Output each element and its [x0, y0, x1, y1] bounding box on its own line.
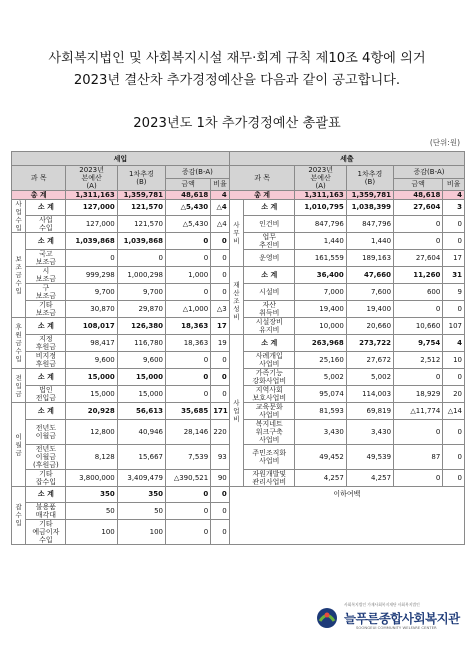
- organization-logo: [316, 602, 466, 632]
- rev-ratio: △4: [211, 215, 230, 232]
- rev-budget-a: 12,800: [66, 420, 117, 445]
- exp-group-label: 재 산 조 성 비: [229, 267, 243, 335]
- rev-row-name: 국고 보조금: [26, 250, 66, 267]
- exp-budget-a: 847,796: [295, 215, 346, 232]
- rev-row-name: 비지정 후원금: [26, 352, 66, 369]
- exp-row-name: 교육문화 사업비: [244, 403, 295, 420]
- rev-supp-b: 15,667: [117, 445, 165, 470]
- ratio-header: 비율: [443, 178, 465, 191]
- ratio-header: 비율: [211, 178, 230, 191]
- rev-diff: 1,000: [166, 267, 211, 284]
- exp-supp-b: 7,600: [346, 284, 393, 301]
- rev-ratio: 0: [211, 386, 230, 403]
- exp-budget-a: 95,074: [295, 386, 346, 403]
- exp-row-name: 시설비: [244, 284, 295, 301]
- rev-diff: 0: [166, 369, 211, 386]
- notice-line-1: 사회복지법인 및 사회복지시설 재무·회계 규칙 제10조 4항에 의거: [48, 51, 426, 66]
- rev-ratio: 93: [211, 445, 230, 470]
- rev-budget-a: 20,928: [66, 403, 117, 420]
- exp-ratio: 0: [443, 470, 465, 487]
- page-title: 2023년도 1차 추가경정예산 총괄표: [133, 116, 341, 131]
- exp-budget-a: 1,440: [295, 233, 346, 250]
- rev-ratio: 220: [211, 420, 230, 445]
- exp-budget-a: 19,400: [295, 301, 346, 318]
- rev-supp-b: 50: [117, 502, 165, 519]
- rev-ratio: 171: [211, 403, 230, 420]
- logo-mark-icon: [316, 607, 338, 629]
- rev-diff: 0: [166, 502, 211, 519]
- rev-diff: △390,521: [166, 470, 211, 487]
- rev-group-label: 이 월 금: [12, 403, 26, 487]
- supp-b-header: 1차추경 (B): [346, 166, 393, 191]
- exp-budget-a: 25,160: [295, 352, 346, 369]
- category-header: 과 목: [229, 166, 295, 191]
- exp-row-name: 인건비: [244, 215, 295, 232]
- exp-ratio: 107: [443, 318, 465, 335]
- rev-supp-b: 15,000: [117, 386, 165, 403]
- exp-ratio: 10: [443, 352, 465, 369]
- exp-ratio: 0: [443, 301, 465, 318]
- exp-diff: 0: [394, 420, 443, 445]
- rev-diff: 18,363: [166, 318, 211, 335]
- rev-diff: 18,363: [166, 335, 211, 352]
- budget-summary-table: [11, 151, 465, 545]
- rev-group-label: 전 입 금: [12, 369, 26, 403]
- rev-group-label: 사 업 수 입: [12, 200, 26, 233]
- table-row: [12, 335, 465, 352]
- amount-header: 금액: [166, 178, 211, 191]
- exp-row-name: 소 계: [244, 335, 295, 352]
- revenue-header: 세입: [12, 152, 230, 166]
- rev-row-name: 기타 예금이자 수입: [26, 519, 66, 544]
- exp-group-label: 사 업 비: [229, 335, 243, 487]
- rev-budget-a: 100: [66, 519, 117, 544]
- rev-budget-a: 999,298: [66, 267, 117, 284]
- rev-ratio: 0: [211, 352, 230, 369]
- rev-row-name: 사업 수입: [26, 215, 66, 232]
- exp-row-name: 주민조직화 사업비: [244, 445, 295, 470]
- category-header: 과 목: [12, 166, 66, 191]
- header-row: [12, 166, 465, 179]
- rev-supp-b: 29,870: [117, 301, 165, 318]
- blank-note: 이하여백: [229, 487, 464, 545]
- exp-diff: △11,774: [394, 403, 443, 420]
- rev-diff: 0: [166, 284, 211, 301]
- exp-row-name: 지역사회 보호사업비: [244, 386, 295, 403]
- rev-budget-a: 127,000: [66, 200, 117, 216]
- exp-budget-a: 10,000: [295, 318, 346, 335]
- rev-budget-a: 50: [66, 502, 117, 519]
- exp-diff: 9,754: [394, 335, 443, 352]
- exp-ratio: 0: [443, 233, 465, 250]
- rev-budget-a: 3,800,000: [66, 470, 117, 487]
- rev-budget-a: 9,600: [66, 352, 117, 369]
- rev-diff: 28,146: [166, 420, 211, 445]
- amount-header: 금액: [394, 178, 443, 191]
- budget-a-header: 2023년 본예산 (A): [66, 166, 117, 191]
- exp-supp-b: 69,819: [346, 403, 393, 420]
- exp-supp-b: 273,722: [346, 335, 393, 352]
- rev-diff: △1,000: [166, 301, 211, 318]
- rev-row-name: 불용품 매각대: [26, 502, 66, 519]
- exp-supp-b: 3,430: [346, 420, 393, 445]
- exp-budget-a: 7,000: [295, 284, 346, 301]
- rev-row-name: 소 계: [26, 403, 66, 420]
- rev-total-ratio: 4: [211, 191, 230, 200]
- exp-diff: 0: [394, 301, 443, 318]
- exp-row-name: 자원개발및 관리사업비: [244, 470, 295, 487]
- exp-diff: 0: [394, 233, 443, 250]
- exp-row-name: 시설장비 유지비: [244, 318, 295, 335]
- rev-ratio: 19: [211, 335, 230, 352]
- exp-row-name: 운영비: [244, 250, 295, 267]
- table-row: [12, 487, 465, 503]
- exp-supp-b: 20,660: [346, 318, 393, 335]
- exp-total-ratio: 4: [443, 191, 465, 200]
- rev-ratio: 0: [211, 519, 230, 544]
- exp-diff: 18,929: [394, 386, 443, 403]
- header-row: [12, 152, 465, 166]
- rev-row-name: 전년도 이월금 (후원금): [26, 445, 66, 470]
- exp-ratio: 3: [443, 200, 465, 216]
- rev-budget-a: 15,000: [66, 386, 117, 403]
- rev-ratio: 0: [211, 502, 230, 519]
- exp-supp-b: 114,003: [346, 386, 393, 403]
- diff-header: 증감(B-A): [394, 166, 465, 179]
- rev-supp-b: 121,570: [117, 200, 165, 216]
- exp-diff: 600: [394, 284, 443, 301]
- budget-a-header: 2023년 본예산 (A): [295, 166, 346, 191]
- rev-supp-b: 126,380: [117, 318, 165, 335]
- exp-supp-b: 189,163: [346, 250, 393, 267]
- rev-supp-b: 40,946: [117, 420, 165, 445]
- exp-budget-a: 49,452: [295, 445, 346, 470]
- exp-diff: 27,604: [394, 200, 443, 216]
- rev-diff: 35,685: [166, 403, 211, 420]
- rev-supp-b: 9,600: [117, 352, 165, 369]
- exp-supp-b: 19,400: [346, 301, 393, 318]
- exp-diff: 0: [394, 215, 443, 232]
- rev-total-diff: 48,618: [166, 191, 211, 200]
- rev-diff: △5,430: [166, 215, 211, 232]
- rev-ratio: 0: [211, 369, 230, 386]
- rev-budget-a: 8,128: [66, 445, 117, 470]
- rev-total-supp-b: 1,359,781: [117, 191, 165, 200]
- rev-row-name: 소 계: [26, 233, 66, 250]
- exp-ratio: 0: [443, 445, 465, 470]
- rev-row-name: 시 보조금: [26, 267, 66, 284]
- rev-budget-a: 0: [66, 250, 117, 267]
- exp-total-budget-a: 1,311,163: [295, 191, 346, 200]
- table-row: [12, 267, 465, 284]
- rev-row-name: 전년도 이월금: [26, 420, 66, 445]
- exp-ratio: △14: [443, 403, 465, 420]
- exp-diff: 11,260: [394, 267, 443, 284]
- notice-text: [0, 48, 474, 92]
- exp-ratio: 9: [443, 284, 465, 301]
- logo-sub-top: 사회복지법인 가재사회복지재단 사회복지법인: [344, 602, 420, 607]
- exp-supp-b: 47,660: [346, 267, 393, 284]
- rev-row-name: 법인 전입금: [26, 386, 66, 403]
- rev-diff: 0: [166, 233, 211, 250]
- exp-total-supp-b: 1,359,781: [346, 191, 393, 200]
- exp-row-name: 업무 추진비: [244, 233, 295, 250]
- rev-supp-b: 9,700: [117, 284, 165, 301]
- rev-group-label: 후 원 금 수 입: [12, 318, 26, 369]
- rev-budget-a: 108,017: [66, 318, 117, 335]
- exp-diff: 0: [394, 369, 443, 386]
- diff-header: 증감(B-A): [166, 166, 230, 179]
- exp-budget-a: 4,257: [295, 470, 346, 487]
- rev-group-label: 보 조 금 수 입: [12, 233, 26, 318]
- rev-row-name: 소 계: [26, 200, 66, 216]
- exp-row-name: 자산 취득비: [244, 301, 295, 318]
- rev-row-name: 소 계: [26, 487, 66, 503]
- exp-supp-b: 4,257: [346, 470, 393, 487]
- rev-budget-a: 1,039,868: [66, 233, 117, 250]
- exp-budget-a: 1,010,795: [295, 200, 346, 216]
- rev-budget-a: 98,417: [66, 335, 117, 352]
- rev-row-name: 지정 후원금: [26, 335, 66, 352]
- exp-ratio: 17: [443, 250, 465, 267]
- exp-budget-a: 5,002: [295, 369, 346, 386]
- rev-supp-b: 350: [117, 487, 165, 503]
- rev-diff: 0: [166, 487, 211, 503]
- exp-budget-a: 263,968: [295, 335, 346, 352]
- rev-supp-b: 15,000: [117, 369, 165, 386]
- logo-name: 늘푸른종합사회복지관: [344, 611, 460, 626]
- rev-supp-b: 100: [117, 519, 165, 544]
- exp-total-diff: 48,618: [394, 191, 443, 200]
- exp-budget-a: 3,430: [295, 420, 346, 445]
- rev-diff: 0: [166, 250, 211, 267]
- rev-supp-b: 3,409,479: [117, 470, 165, 487]
- total-row: [12, 191, 465, 200]
- rev-row-name: 소 계: [26, 318, 66, 335]
- rev-supp-b: 1,000,298: [117, 267, 165, 284]
- rev-diff: 0: [166, 519, 211, 544]
- exp-ratio: 0: [443, 369, 465, 386]
- rev-budget-a: 127,000: [66, 215, 117, 232]
- exp-row-name: 소 계: [244, 267, 295, 284]
- rev-ratio: 0: [211, 284, 230, 301]
- rev-total-budget-a: 1,311,163: [66, 191, 117, 200]
- rev-diff: 7,539: [166, 445, 211, 470]
- unit-label: (단위:원): [429, 138, 460, 147]
- rev-budget-a: 9,700: [66, 284, 117, 301]
- exp-total-label: 총 계: [229, 191, 295, 200]
- notice-line-2: 2023년 결산차 추가경정예산을 다음과 같이 공고합니다.: [73, 73, 401, 88]
- exp-supp-b: 847,796: [346, 215, 393, 232]
- exp-diff: 87: [394, 445, 443, 470]
- rev-ratio: 0: [211, 250, 230, 267]
- logo-sub-bottom: SOONGEUI COMMUNITY WELFARE CENTER: [356, 625, 437, 630]
- rev-supp-b: 56,613: [117, 403, 165, 420]
- exp-row-name: 복지네트 워크구축 사업비: [244, 420, 295, 445]
- expense-header: 세출: [229, 152, 464, 166]
- exp-supp-b: 27,672: [346, 352, 393, 369]
- rev-ratio: 0: [211, 267, 230, 284]
- rev-row-name: 기타 잡수입: [26, 470, 66, 487]
- exp-group-label: 사 무 비: [229, 200, 243, 267]
- exp-supp-b: 1,038,399: [346, 200, 393, 216]
- rev-ratio: 0: [211, 487, 230, 503]
- exp-supp-b: 1,440: [346, 233, 393, 250]
- rev-supp-b: 116,780: [117, 335, 165, 352]
- rev-diff: △5,430: [166, 200, 211, 216]
- rev-ratio: 17: [211, 318, 230, 335]
- exp-diff: 2,512: [394, 352, 443, 369]
- rev-diff: 0: [166, 386, 211, 403]
- rev-group-label: 잡 수 입: [12, 487, 26, 545]
- exp-ratio: 0: [443, 215, 465, 232]
- rev-row-name: 소 계: [26, 369, 66, 386]
- exp-ratio: 0: [443, 420, 465, 445]
- exp-row-name: 사례개입 사업비: [244, 352, 295, 369]
- rev-budget-a: 15,000: [66, 369, 117, 386]
- exp-ratio: 4: [443, 335, 465, 352]
- rev-ratio: △4: [211, 200, 230, 216]
- exp-ratio: 20: [443, 386, 465, 403]
- rev-total-label: 총 계: [12, 191, 66, 200]
- rev-supp-b: 0: [117, 250, 165, 267]
- table-row: [12, 200, 465, 216]
- exp-supp-b: 49,539: [346, 445, 393, 470]
- rev-budget-a: 30,870: [66, 301, 117, 318]
- rev-row-name: 구 보조금: [26, 284, 66, 301]
- rev-diff: 0: [166, 352, 211, 369]
- exp-budget-a: 81,593: [295, 403, 346, 420]
- exp-diff: 0: [394, 470, 443, 487]
- exp-ratio: 31: [443, 267, 465, 284]
- exp-supp-b: 5,002: [346, 369, 393, 386]
- exp-budget-a: 161,559: [295, 250, 346, 267]
- rev-ratio: 90: [211, 470, 230, 487]
- exp-budget-a: 36,400: [295, 267, 346, 284]
- rev-row-name: 기타 보조금: [26, 301, 66, 318]
- rev-ratio: 0: [211, 233, 230, 250]
- exp-diff: 27,604: [394, 250, 443, 267]
- rev-supp-b: 121,570: [117, 215, 165, 232]
- rev-budget-a: 350: [66, 487, 117, 503]
- rev-supp-b: 1,039,868: [117, 233, 165, 250]
- exp-diff: 10,660: [394, 318, 443, 335]
- supp-b-header: 1차추경 (B): [117, 166, 165, 191]
- exp-row-name: 가족기능 강화사업비: [244, 369, 295, 386]
- rev-ratio: △3: [211, 301, 230, 318]
- exp-row-name: 소 계: [244, 200, 295, 216]
